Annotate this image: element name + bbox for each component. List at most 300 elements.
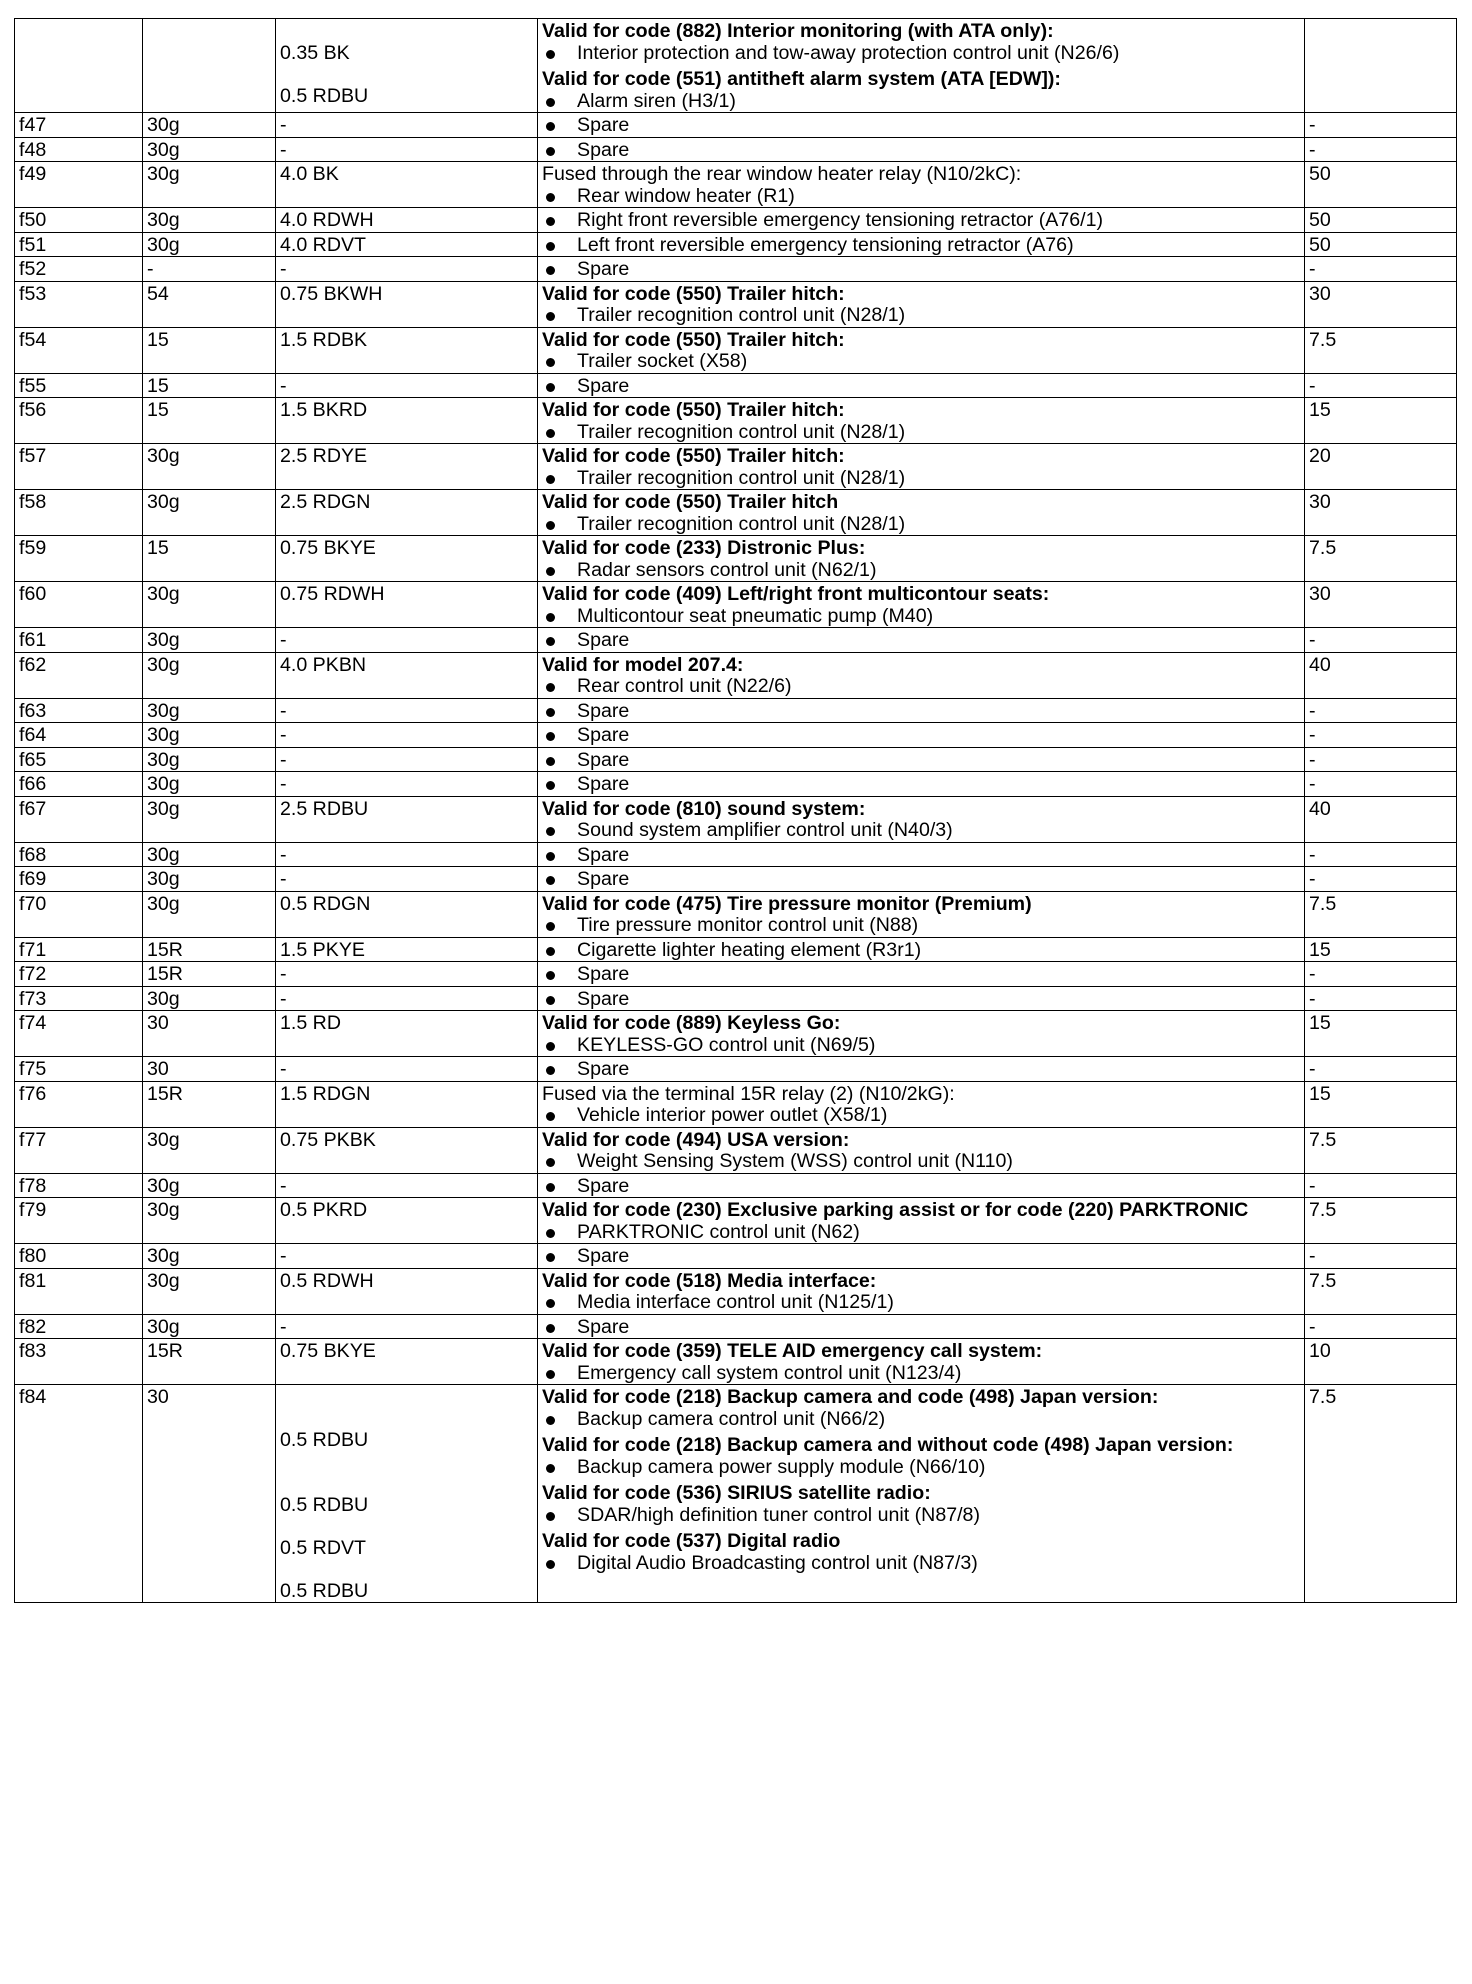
wire-cell	[276, 444, 538, 490]
wire-spec: -	[280, 114, 287, 136]
consumer-item: Spare	[542, 701, 1301, 723]
consumer-item: Spare	[542, 1059, 1301, 1081]
wire-cell	[276, 232, 538, 257]
consumer-cell	[538, 1314, 1305, 1339]
consumer-group	[542, 845, 1301, 867]
fuse-rating-cell: -	[1305, 772, 1457, 797]
fuse-number-cell: f53	[15, 281, 143, 327]
wire-cell	[276, 1339, 538, 1385]
consumer-group	[542, 655, 1301, 698]
wire-spec: 2.5 RDYE	[280, 445, 368, 467]
table-row	[15, 698, 1457, 723]
table-row	[15, 962, 1457, 987]
table-row	[15, 582, 1457, 628]
fuse-rating-cell: 7.5	[1305, 1127, 1457, 1173]
consumer-cell	[538, 1127, 1305, 1173]
consumer-group	[542, 1483, 1301, 1526]
fuse-rating-cell: -	[1305, 842, 1457, 867]
consumer-item: Tire pressure monitor control unit (N88)	[542, 915, 1301, 937]
wire-spec: 1.5 BKRD	[280, 399, 368, 421]
fuse-number-cell: f65	[15, 747, 143, 772]
terminal-cell: 30g	[143, 747, 276, 772]
fuse-number-cell: f57	[15, 444, 143, 490]
table-row	[15, 281, 1457, 327]
table-row	[15, 1339, 1457, 1385]
fuse-number-cell: f56	[15, 398, 143, 444]
table-row	[15, 1385, 1457, 1603]
wire-spec: -	[280, 1058, 287, 1080]
consumer-item: Right front reversible emergency tensioning retractor (A76/1)	[542, 210, 1301, 232]
consumer-cell	[538, 1268, 1305, 1314]
consumer-group	[542, 1271, 1301, 1314]
fuse-rating-cell: -	[1305, 867, 1457, 892]
wire-spec: -	[280, 963, 287, 985]
consumer-group	[542, 940, 1301, 962]
consumer-cell	[538, 891, 1305, 937]
fuse-rating-cell: 15	[1305, 398, 1457, 444]
wire-spec: 0.5 RDVT	[280, 1536, 367, 1559]
consumer-item: Cigarette lighter heating element (R3r1)	[542, 940, 1301, 962]
terminal-cell	[143, 19, 276, 113]
fuse-rating-cell: 7.5	[1305, 1198, 1457, 1244]
fuse-rating-cell: 7.5	[1305, 536, 1457, 582]
validity-heading: Valid for code (550) Trailer hitch:	[542, 328, 845, 351]
fuse-rating-cell: -	[1305, 1173, 1457, 1198]
wire-spec: 2.5 RDBU	[280, 797, 369, 820]
fuse-rating-cell	[1305, 19, 1457, 113]
consumer-item: Spare	[542, 1317, 1301, 1339]
fuse-rating-cell: 15	[1305, 1011, 1457, 1057]
terminal-cell: 15	[143, 373, 276, 398]
wire-spec: 4.0 BK	[280, 163, 339, 185]
wire-spec: 0.75 BKYE	[280, 1340, 376, 1362]
consumer-cell	[538, 723, 1305, 748]
consumer-group	[542, 21, 1301, 64]
consumer-item: Spare	[542, 1246, 1301, 1268]
fuse-number-cell: f63	[15, 698, 143, 723]
consumer-cell	[538, 1081, 1305, 1127]
fuse-rating-cell: 50	[1305, 208, 1457, 233]
wire-cell	[276, 698, 538, 723]
fuse-number-cell: f80	[15, 1244, 143, 1269]
table-row	[15, 937, 1457, 962]
consumer-item: Trailer recognition control unit (N28/1)	[542, 305, 1301, 327]
consumer-cell	[538, 628, 1305, 653]
fuse-rating-cell: -	[1305, 257, 1457, 282]
wire-spec: 0.35 BK	[280, 41, 350, 64]
wire-cell	[276, 1173, 538, 1198]
terminal-cell: 30g	[143, 444, 276, 490]
wire-spec: -	[280, 629, 287, 651]
fuse-number-cell: f83	[15, 1339, 143, 1385]
table-row	[15, 867, 1457, 892]
consumer-item: Vehicle interior power outlet (X58/1)	[542, 1105, 1301, 1127]
wire-spec	[280, 1409, 534, 1431]
consumer-group	[542, 964, 1301, 986]
wire-cell	[276, 842, 538, 867]
consumer-cell	[538, 1011, 1305, 1057]
wire-cell	[276, 208, 538, 233]
wire-spec: 0.5 RDBU	[280, 1429, 369, 1451]
wire-cell	[276, 1268, 538, 1314]
wire-cell	[276, 536, 538, 582]
table-row	[15, 772, 1457, 797]
wire-cell	[276, 257, 538, 282]
consumer-group	[542, 1130, 1301, 1173]
validity-heading: Valid for code (233) Distronic Plus:	[542, 537, 866, 559]
terminal-cell: 30g	[143, 1244, 276, 1269]
wire-spec: 1.5 RDBK	[280, 328, 368, 351]
consumer-item: Left front reversible emergency tensioning retractor (A76)	[542, 235, 1301, 257]
fuse-number-cell: f47	[15, 113, 143, 138]
consumer-cell	[538, 137, 1305, 162]
table-row	[15, 113, 1457, 138]
consumer-group	[542, 115, 1301, 137]
consumer-group	[542, 284, 1301, 327]
table-row	[15, 723, 1457, 748]
table-row	[15, 1011, 1457, 1057]
wire-spec: -	[280, 1315, 287, 1338]
fuse-number-cell: f73	[15, 986, 143, 1011]
wire-spec	[280, 1559, 534, 1581]
fuse-number-cell: f64	[15, 723, 143, 748]
fuse-number-cell: f66	[15, 772, 143, 797]
consumer-item: Spare	[542, 115, 1301, 137]
validity-heading: Valid for code (518) Media interface:	[542, 1269, 877, 1292]
fuse-number-cell: f60	[15, 582, 143, 628]
fuse-rating-cell: 40	[1305, 796, 1457, 842]
terminal-cell: 30g	[143, 842, 276, 867]
consumer-cell	[538, 867, 1305, 892]
table-row	[15, 652, 1457, 698]
consumer-item: Trailer socket (X58)	[542, 351, 1301, 373]
wire-cell	[276, 986, 538, 1011]
consumer-cell	[538, 1198, 1305, 1244]
terminal-cell: 30g	[143, 698, 276, 723]
fuse-rating-cell: 30	[1305, 582, 1457, 628]
validity-heading: Valid for code (409) Left/right front multicontour seats:	[542, 583, 1050, 605]
fuse-number-cell: f51	[15, 232, 143, 257]
fuse-rating-cell: 15	[1305, 937, 1457, 962]
terminal-cell: 30g	[143, 113, 276, 138]
consumer-cell	[538, 1385, 1305, 1603]
consumer-group	[542, 140, 1301, 162]
terminal-cell: 30g	[143, 490, 276, 536]
fuse-number-cell: f70	[15, 891, 143, 937]
table-row	[15, 373, 1457, 398]
terminal-cell: 15R	[143, 1081, 276, 1127]
validity-heading: Valid for code (889) Keyless Go:	[542, 1012, 841, 1034]
wire-spec: 0.5 RDBU	[280, 1579, 369, 1602]
terminal-cell: 30g	[143, 867, 276, 892]
consumer-item: Spare	[542, 1176, 1301, 1198]
fuse-number-cell: f54	[15, 327, 143, 373]
terminal-cell: 30g	[143, 162, 276, 208]
validity-heading: Valid for code (550) Trailer hitch	[542, 491, 839, 513]
wire-spec	[280, 1516, 534, 1538]
wire-spec: 2.5 RDGN	[280, 491, 371, 513]
consumer-cell	[538, 698, 1305, 723]
consumer-group	[542, 630, 1301, 652]
terminal-cell: 30g	[143, 208, 276, 233]
wire-cell	[276, 772, 538, 797]
fuse-number-cell: f81	[15, 1268, 143, 1314]
consumer-group	[542, 235, 1301, 257]
consumer-group	[542, 701, 1301, 723]
consumer-item: Sound system amplifier control unit (N40/3)	[542, 820, 1301, 842]
terminal-cell: 15R	[143, 1339, 276, 1385]
validity-heading: Valid for code (536) SIRIUS satellite radio:	[542, 1482, 931, 1504]
table-row	[15, 747, 1457, 772]
wire-cell	[276, 937, 538, 962]
fuse-number-cell: f67	[15, 796, 143, 842]
consumer-item: SDAR/high definition tuner control unit (N87/8)	[542, 1505, 1301, 1527]
wire-spec: 0.75 BKWH	[280, 282, 383, 305]
consumer-cell	[538, 652, 1305, 698]
wire-cell	[276, 137, 538, 162]
consumer-cell	[538, 281, 1305, 327]
fuse-rating-cell: -	[1305, 1314, 1457, 1339]
table-row	[15, 1057, 1457, 1082]
consumer-cell	[538, 232, 1305, 257]
table-row	[15, 327, 1457, 373]
wire-spec: 4.0 RDVT	[280, 233, 367, 256]
wire-spec: 1.5 RD	[280, 1012, 341, 1034]
wire-spec: -	[280, 1174, 287, 1197]
consumer-item: Spare	[542, 989, 1301, 1011]
consumer-group	[542, 799, 1301, 842]
consumer-item: Digital Audio Broadcasting control unit (N87/3)	[542, 1553, 1301, 1575]
wire-cell	[276, 113, 538, 138]
table-row	[15, 490, 1457, 536]
table-row	[15, 842, 1457, 867]
wire-spec: -	[280, 843, 287, 866]
fuse-rating-cell: -	[1305, 628, 1457, 653]
wire-cell	[276, 867, 538, 892]
fuse-rating-cell: -	[1305, 113, 1457, 138]
consumer-group	[542, 750, 1301, 772]
consumer-group	[542, 259, 1301, 281]
fuse-number-cell: f74	[15, 1011, 143, 1057]
wire-spec: 4.0 RDWH	[280, 209, 374, 231]
wire-spec: 1.5 RDGN	[280, 1082, 371, 1105]
terminal-cell: 30g	[143, 582, 276, 628]
consumer-cell	[538, 986, 1305, 1011]
fuse-number-cell	[15, 19, 143, 113]
consumer-cell	[538, 162, 1305, 208]
wire-spec: 0.5 RDBU	[280, 84, 369, 107]
consumer-item: Spare	[542, 259, 1301, 281]
wire-spec: -	[280, 258, 287, 280]
fuse-number-cell: f84	[15, 1385, 143, 1603]
wire-spec: -	[280, 724, 287, 746]
fuse-number-cell: f82	[15, 1314, 143, 1339]
fuse-rating-cell: 15	[1305, 1081, 1457, 1127]
table-row	[15, 398, 1457, 444]
consumer-cell	[538, 1244, 1305, 1269]
terminal-cell: 30g	[143, 232, 276, 257]
consumer-item: Trailer recognition control unit (N28/1)	[542, 514, 1301, 536]
consumer-cell	[538, 937, 1305, 962]
terminal-cell: 30g	[143, 891, 276, 937]
terminal-cell: 30g	[143, 1314, 276, 1339]
table-row	[15, 444, 1457, 490]
fuse-rating-cell: -	[1305, 723, 1457, 748]
consumer-group	[542, 584, 1301, 627]
table-row	[15, 208, 1457, 233]
fuse-rating-cell: -	[1305, 1057, 1457, 1082]
terminal-cell: 15	[143, 327, 276, 373]
wire-spec	[280, 1452, 534, 1474]
consumer-item: Spare	[542, 869, 1301, 891]
wire-cell	[276, 281, 538, 327]
consumer-group	[542, 774, 1301, 796]
wire-spec: 0.75 RDWH	[280, 583, 385, 605]
consumer-group	[542, 869, 1301, 891]
fuse-rating-cell: 7.5	[1305, 327, 1457, 373]
consumer-cell	[538, 257, 1305, 282]
fused-through-note: Fused via the terminal 15R relay (2) (N10/2kG):	[542, 1082, 955, 1105]
validity-heading: Valid for code (550) Trailer hitch:	[542, 399, 845, 421]
table-row	[15, 891, 1457, 937]
consumer-group	[542, 1246, 1301, 1268]
wire-spec: -	[280, 1245, 287, 1267]
wire-spec: 0.5 RDGN	[280, 892, 371, 915]
consumer-group	[542, 1059, 1301, 1081]
consumer-cell	[538, 842, 1305, 867]
consumer-group	[542, 210, 1301, 232]
wire-spec: -	[280, 748, 287, 771]
fuse-rating-cell: -	[1305, 698, 1457, 723]
table-row	[15, 19, 1457, 113]
wire-cell	[276, 1198, 538, 1244]
table-row	[15, 1127, 1457, 1173]
fuse-rating-cell: 50	[1305, 162, 1457, 208]
consumer-group	[542, 400, 1301, 443]
table-row	[15, 1244, 1457, 1269]
consumer-item: Spare	[542, 630, 1301, 652]
fuse-rating-cell: -	[1305, 137, 1457, 162]
fuse-number-cell: f61	[15, 628, 143, 653]
wire-spec: -	[280, 138, 287, 161]
wire-spec: 0.5 RDBU	[280, 1493, 369, 1516]
wire-cell	[276, 1057, 538, 1082]
table-row	[15, 162, 1457, 208]
validity-heading: Valid for code (550) Trailer hitch:	[542, 282, 845, 305]
consumer-group	[542, 894, 1301, 937]
consumer-group	[542, 725, 1301, 747]
fuse-number-cell: f52	[15, 257, 143, 282]
fuse-rating-cell: 7.5	[1305, 1268, 1457, 1314]
wire-spec: -	[280, 987, 287, 1010]
fuse-number-cell: f69	[15, 867, 143, 892]
wire-cell	[276, 1011, 538, 1057]
consumer-cell	[538, 747, 1305, 772]
validity-heading: Valid for code (550) Trailer hitch:	[542, 445, 845, 467]
wire-cell	[276, 1244, 538, 1269]
wire-spec: 4.0 PKBN	[280, 653, 367, 676]
wire-spec: -	[280, 699, 287, 722]
table-row	[15, 1081, 1457, 1127]
consumer-item: Media interface control unit (N125/1)	[542, 1292, 1301, 1314]
fuse-rating-cell: -	[1305, 747, 1457, 772]
consumer-cell	[538, 962, 1305, 987]
consumer-cell	[538, 536, 1305, 582]
consumer-item: Spare	[542, 140, 1301, 162]
fuse-number-cell: f58	[15, 490, 143, 536]
table-row	[15, 137, 1457, 162]
terminal-cell: 15	[143, 398, 276, 444]
fuse-number-cell: f59	[15, 536, 143, 582]
fuse-number-cell: f77	[15, 1127, 143, 1173]
validity-heading: Valid for code (230) Exclusive parking assist or for code (220) PARKTRONIC	[542, 1199, 1249, 1221]
wire-cell	[276, 747, 538, 772]
consumer-item: Emergency call system control unit (N123/4)	[542, 1363, 1301, 1385]
terminal-cell: 15R	[143, 937, 276, 962]
fuse-allocation-table	[14, 18, 1457, 1603]
terminal-cell: 15	[143, 536, 276, 582]
consumer-group	[542, 1317, 1301, 1339]
consumer-item: Backup camera control unit (N66/2)	[542, 1409, 1301, 1431]
consumer-item: Spare	[542, 750, 1301, 772]
wire-cell	[276, 19, 538, 113]
consumer-cell	[538, 444, 1305, 490]
terminal-cell: -	[143, 257, 276, 282]
fuse-rating-cell: -	[1305, 373, 1457, 398]
table-row	[15, 628, 1457, 653]
consumer-cell	[538, 19, 1305, 113]
wire-spec: -	[280, 773, 287, 795]
terminal-cell: 30g	[143, 796, 276, 842]
table-row	[15, 257, 1457, 282]
consumer-item: Weight Sensing System (WSS) control unit (N110)	[542, 1151, 1301, 1173]
wire-cell	[276, 1385, 538, 1603]
consumer-cell	[538, 208, 1305, 233]
table-row	[15, 1173, 1457, 1198]
consumer-item: PARKTRONIC control unit (N62)	[542, 1222, 1301, 1244]
fuse-rating-cell: -	[1305, 962, 1457, 987]
consumer-item: Spare	[542, 774, 1301, 796]
fuse-number-cell: f72	[15, 962, 143, 987]
wire-spec: 1.5 PKYE	[280, 938, 365, 961]
fuse-rating-cell: 30	[1305, 281, 1457, 327]
terminal-cell: 30g	[143, 772, 276, 797]
table-row	[15, 796, 1457, 842]
terminal-cell: 30g	[143, 652, 276, 698]
consumer-group	[542, 1341, 1301, 1384]
terminal-cell: 30g	[143, 137, 276, 162]
consumer-item: Spare	[542, 376, 1301, 398]
consumer-group	[542, 69, 1301, 112]
terminal-cell: 30g	[143, 1173, 276, 1198]
consumer-group	[542, 330, 1301, 373]
fuse-number-cell: f49	[15, 162, 143, 208]
consumer-item: Rear window heater (R1)	[542, 186, 1301, 208]
terminal-cell: 30g	[143, 628, 276, 653]
fuse-number-cell: f76	[15, 1081, 143, 1127]
validity-heading: Valid for code (475) Tire pressure monitor (Premium)	[542, 892, 1032, 915]
fuse-number-cell: f75	[15, 1057, 143, 1082]
consumer-cell	[538, 327, 1305, 373]
wire-cell	[276, 162, 538, 208]
consumer-item: Spare	[542, 964, 1301, 986]
terminal-cell: 54	[143, 281, 276, 327]
wire-spec	[280, 1387, 534, 1409]
terminal-cell: 30g	[143, 1127, 276, 1173]
validity-heading: Valid for model 207.4:	[542, 653, 744, 676]
fuse-number-cell: f55	[15, 373, 143, 398]
fuse-rating-cell: -	[1305, 986, 1457, 1011]
